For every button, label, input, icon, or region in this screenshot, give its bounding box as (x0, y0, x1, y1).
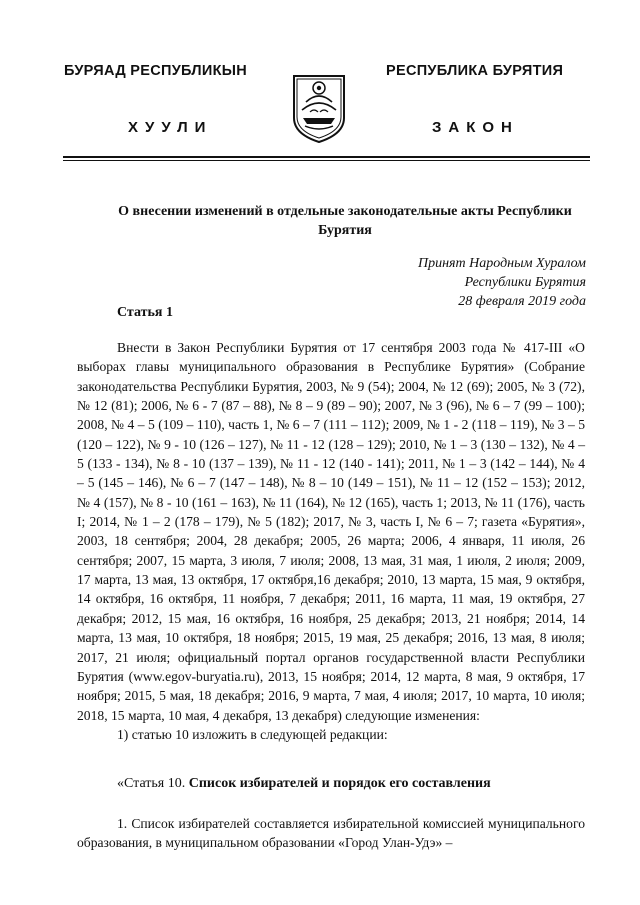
adoption-line-3: 28 февраля 2019 года (458, 294, 586, 309)
article-10-body (77, 814, 585, 853)
adoption-line-2: Республики Бурятия (464, 275, 586, 290)
article-10-prefix: «Статья 10. (117, 776, 186, 791)
header-left-bottom: ХУУЛИ (128, 119, 213, 136)
article-1-paragraph: Внести в Закон Республики Бурятия от 17 сентября 2003 года № 417-III «О выборах главы муниципального образования в Республике Бурятия» (Собрание законодательства Республики Бурятия, 2003, № 9 (54); 2004, № 12 (69); 2005, № 3 (72), № 12 (81); 2006, № 6 - 7 (87 – 88), № 8 – 9 (89 – 90); 2007, № 3 (96), № 6 – 7 (99 – 100); 2008, № 4 – 5 (109 – 110), часть 1, № 6 – 7 (111 – 112); 2009, № 1 - 2 (118 – 119), № 3 – 5 (120 – 122), № 9 - 10 (126 – 127), № 11 - 12 (128 – 129); 2010, № 1 – 3 (130 – 132), № 4 – 5 (133 - 134), № 8 - 10 (137 – 139), № 11 - 12 (140 - 141); 2011, № 1 – 3 (142 – 144), № 4 – 5 (145 – 146), № 6 – 7 (147 – 148), № 8 – 10 (149 – 151), № 11 – 12 (152 – 153); 2012, № 4 (157), № 8 - 10 (161 – 163), № 11 (164), № 12 (165), часть 1; 2013, № 11 (176), часть I; 2014, № 1 – 2 (178 – 179), № 5 (182); 2017, № 3, часть I, № 6 – 7; газета «Бурятия», 2003, 18 сентября; 2004, 28 декабря; 2005, 26 марта; 2006, 4 января, 11 июля, 26 сентября; 2007, 15 марта, 3 июля, 7 июля; 2008, 13 мая, 31 мая, 1 июля, 2 июля; 2009, 17 марта, 13 мая, 13 октября, 17 октября,16 декабря; 2010, 13 марта, 15 мая, 9 октября, 14 октября, 16 октября, 11 ноября, 7 декабря; 2011, 16 марта, 11 мая, 19 октября, 27 декабря; 2012, 15 мая, 16 октября, 16 ноября, 25 декабря; 2013, 21 ноября; 2014, 14 марта, 13 мая, 10 октября, 18 ноября; 2015, 19 мая, 25 декабря; 2016, 13 мая, 8 июля; 2017, 21 июля; официальный портал органов государственной власти Республики Бурятия (www.egov-buryatia.ru), 2013, 15 ноября; 2014, 12 марта, 8 мая, 9 октября, 17 ноября; 2015, 5 мая, 18 декабря; 2016, 9 марта, 7 мая, 4 июля; 2017, 10 марта, 10 июля; 2018, 15 марта, 10 мая, 4 декабря, 13 декабря) следующие изменения: (77, 340, 585, 723)
article-1-body (77, 338, 585, 744)
header-rule-thick (63, 156, 590, 158)
adoption-line-1: Принят Народным Хуралом (417, 256, 586, 271)
article-10-paragraph-1: 1. Список избирателей составляется избирательной комиссией муниципального образования, в муниципальном образовании «Город Улан-Удэ» – (77, 816, 585, 851)
adoption-note (286, 254, 586, 311)
header-left-top: БУРЯАД РЕСПУБЛИКЫН (64, 63, 248, 79)
article-10-heading (117, 776, 491, 792)
article-1-heading: Статья 1 (117, 305, 173, 320)
coat-of-arms-emblem (290, 72, 348, 144)
header-rule-thin (63, 160, 590, 161)
article-10-title: Список избирателей и порядок его составления (188, 776, 491, 791)
header-right-top: РЕСПУБЛИКА БУРЯТИЯ (386, 63, 564, 79)
header-right-bottom: ЗАКОН (432, 119, 519, 136)
document-title: О внесении изменений в отдельные законодательные акты Республики Бурятия (118, 204, 572, 238)
amendment-item-1: 1) статью 10 изложить в следующей редакции: (117, 726, 388, 742)
